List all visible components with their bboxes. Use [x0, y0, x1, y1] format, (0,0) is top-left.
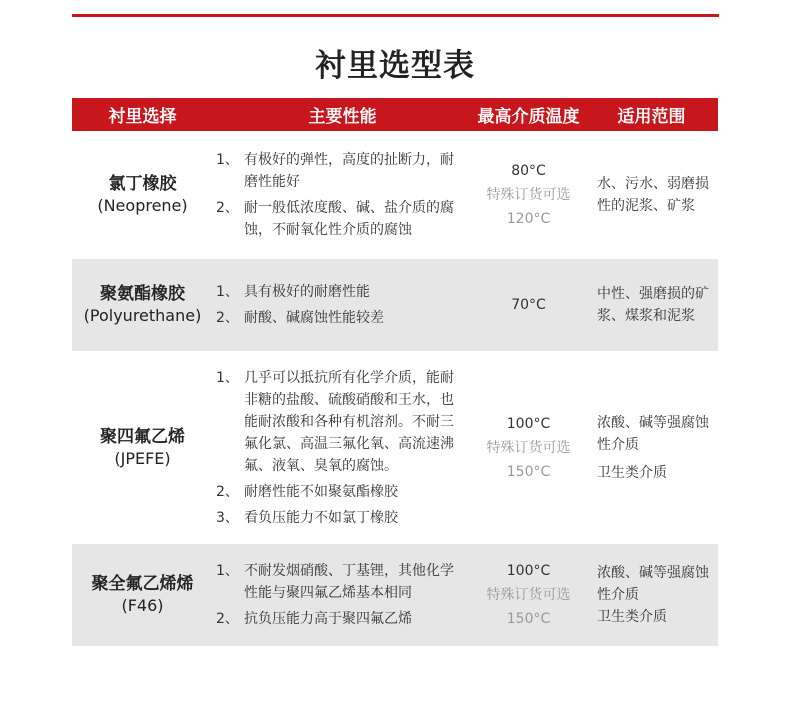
table-row — [72, 259, 718, 351]
item-text: 几乎可以抵抗所有化学介质，能耐非糖的盐酸、硫酸硝酸和王水，也能耐浓酸和各种有机溶剂。不耐三氟化氯、高温三氟化氧、高流速沸氟、液氧、臭氧的腐蚀。 — [244, 369, 454, 474]
table-header — [72, 98, 718, 131]
item-number: 2、 — [216, 483, 239, 500]
lining-name: 聚四氟乙烯 — [100, 426, 185, 447]
special-order-temperature: 120°C — [506, 211, 551, 227]
item-text: 有极好的弹性，高度的扯断力，耐磨性能好 — [244, 152, 454, 190]
temperature-cell — [472, 351, 585, 544]
performance-cell — [213, 351, 472, 544]
special-order-temperature: 150°C — [506, 463, 551, 480]
item-number: 1、 — [216, 369, 239, 386]
lining-name-cell — [72, 131, 213, 259]
item-number: 1、 — [216, 284, 239, 300]
top-rule — [72, 14, 719, 17]
lining-name-en: (JPEFE) — [114, 448, 171, 468]
lining-name: 聚氨酯橡胶 — [100, 284, 185, 304]
lining-name-en: (F46) — [121, 596, 164, 615]
performance-cell — [213, 131, 472, 259]
item-text: 耐酸、碱腐蚀性能较差 — [244, 310, 384, 326]
page-title: 衬里选型表 — [315, 48, 475, 84]
performance-item — [216, 481, 466, 503]
range-cell — [585, 544, 718, 646]
item-number: 2、 — [216, 611, 239, 627]
special-order-label: 特殊订货可选 — [486, 439, 571, 456]
lining-table — [72, 98, 718, 646]
performance-item — [216, 608, 466, 630]
item-text: 耐磨性能不如聚氨酯橡胶 — [244, 483, 398, 500]
performance-item — [216, 507, 466, 529]
temperature-cell — [472, 131, 585, 259]
performance-cell — [213, 259, 472, 351]
item-number: 1、 — [216, 152, 239, 168]
item-number: 3、 — [216, 509, 239, 526]
max-temperature: 70°C — [511, 297, 546, 313]
item-text: 不耐发烟硝酸、丁基锂，其他化学性能与聚四氟乙烯基本相同 — [244, 563, 454, 601]
item-number: 2、 — [216, 200, 239, 216]
performance-cell — [213, 544, 472, 646]
max-temperature: 100°C — [506, 563, 551, 579]
table-row — [72, 351, 718, 544]
item-text: 耐一般低浓度酸、碱、盐介质的腐蚀，不耐氧化性介质的腐蚀 — [244, 200, 454, 238]
table-row — [72, 131, 718, 259]
lining-name-cell — [72, 259, 213, 351]
item-number: 1、 — [216, 563, 239, 579]
range-text: 浓酸、碱等强腐蚀性介质 — [597, 414, 709, 453]
lining-name: 聚全氟乙烯烯 — [91, 574, 194, 594]
table-row — [72, 544, 718, 646]
temperature-cell — [472, 544, 585, 646]
temperature-cell — [472, 259, 585, 351]
performance-item — [216, 307, 466, 329]
performance-item — [216, 281, 466, 303]
max-temperature: 100°C — [506, 415, 551, 432]
range-text: 卫生类介质 — [597, 609, 667, 625]
performance-item — [216, 197, 466, 241]
header-lining: 衬里选择 — [108, 107, 177, 127]
special-order-label: 特殊订货可选 — [486, 587, 571, 603]
range-cell — [585, 259, 718, 351]
lining-name: 氯丁橡胶 — [108, 174, 177, 194]
range-text: 中性、强磨损的矿浆、煤浆和泥浆 — [597, 286, 709, 324]
lining-name-en: (Neoprene) — [97, 196, 188, 215]
header-range: 适用范围 — [617, 107, 686, 127]
item-text: 抗负压能力高于聚四氟乙烯 — [244, 611, 412, 627]
range-text: 水、污水、弱磨损性的泥浆、矿浆 — [597, 176, 709, 214]
item-text: 具有极好的耐磨性能 — [244, 284, 370, 300]
item-text: 看负压能力不如氯丁橡胶 — [244, 509, 398, 526]
special-order-label: 特殊订货可选 — [486, 187, 571, 203]
performance-item — [216, 367, 466, 477]
max-temperature: 80°C — [511, 163, 546, 179]
range-text: 卫生类介质 — [597, 464, 667, 481]
header-temperature: 最高介质温度 — [477, 107, 580, 127]
lining-name-en: (Polyurethane) — [83, 306, 202, 325]
performance-item — [216, 149, 466, 193]
range-cell — [585, 131, 718, 259]
item-number: 2、 — [216, 310, 239, 326]
lining-name-cell — [72, 544, 213, 646]
range-cell — [585, 351, 718, 544]
range-text: 浓酸、碱等强腐蚀性介质 — [597, 565, 709, 603]
performance-item — [216, 560, 466, 604]
lining-name-cell — [72, 351, 213, 544]
special-order-temperature: 150°C — [506, 611, 551, 627]
header-performance: 主要性能 — [308, 107, 377, 127]
